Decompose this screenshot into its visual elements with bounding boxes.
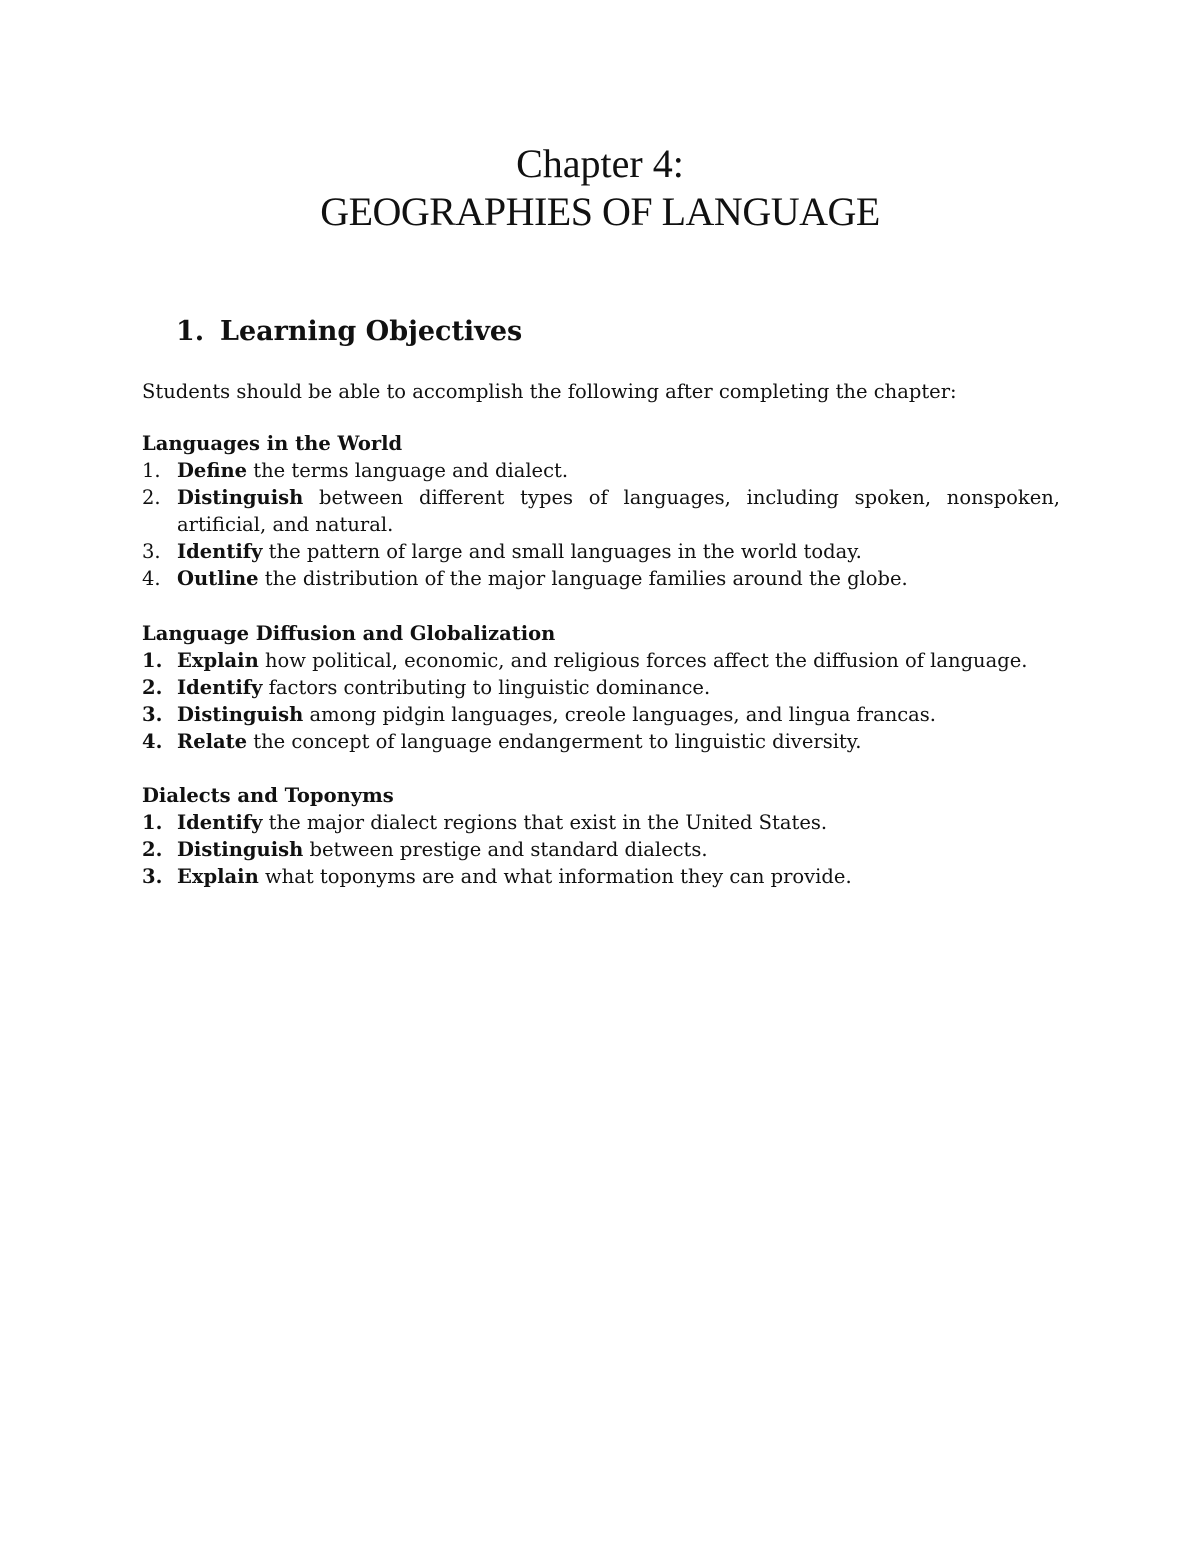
group-heading: Language Diffusion and Globalization xyxy=(142,622,556,645)
item-text: among pidgin languages, creole languages, and lingua francas. xyxy=(303,703,937,726)
list-marker: 3. xyxy=(142,865,163,888)
objectives-group-languages-in-the-world xyxy=(142,430,1060,592)
objectives-group-dialects-and-toponyms xyxy=(142,782,1060,890)
item-text: the terms language and dialect. xyxy=(247,459,569,482)
list-marker: 3. xyxy=(142,703,163,726)
item-text: factors contributing to linguistic dominance. xyxy=(262,676,711,699)
list-item xyxy=(142,674,1060,701)
list-marker: 2. xyxy=(142,676,163,699)
action-verb: Relate xyxy=(177,730,248,753)
action-verb: Explain xyxy=(177,649,259,672)
item-text: the pattern of large and small languages in the world today. xyxy=(262,540,862,563)
intro-paragraph: Students should be able to accomplish the following after completing the chapter: xyxy=(142,380,957,403)
list-item xyxy=(142,647,1060,674)
objectives-list xyxy=(142,647,1060,755)
action-verb: Distinguish xyxy=(177,703,304,726)
list-marker: 4. xyxy=(142,730,163,753)
group-heading: Languages in the World xyxy=(142,432,403,455)
action-verb: Identify xyxy=(177,811,263,834)
item-text: what toponyms are and what information they can provide. xyxy=(258,865,852,888)
list-item xyxy=(142,484,1060,538)
list-marker: 1. xyxy=(142,459,161,482)
list-marker: 1. xyxy=(142,811,163,834)
item-text: the concept of language endangerment to linguistic diversity. xyxy=(247,730,862,753)
item-text: the distribution of the major language families around the globe. xyxy=(258,567,908,590)
chapter-title: GEOGRAPHIES OF LANGUAGE xyxy=(320,189,880,234)
group-heading: Dialects and Toponyms xyxy=(142,784,394,807)
item-text: the major dialect regions that exist in the United States. xyxy=(262,811,828,834)
list-item xyxy=(142,809,1060,836)
chapter-label: Chapter 4: xyxy=(516,141,684,186)
objectives-group-language-diffusion xyxy=(142,620,1060,755)
list-item xyxy=(142,565,1060,592)
section-number: 1. xyxy=(176,316,205,347)
action-verb: Identify xyxy=(177,540,263,563)
action-verb: Define xyxy=(177,459,248,482)
item-text: between different types of languages, including spoken, nonspoken, artificial, and natural. xyxy=(177,486,1060,536)
list-marker: 3. xyxy=(142,540,161,563)
action-verb: Distinguish xyxy=(177,838,304,861)
action-verb: Explain xyxy=(177,865,259,888)
section-heading xyxy=(176,312,522,352)
item-text: how political, economic, and religious forces affect the diffusion of language. xyxy=(258,649,1028,672)
list-marker: 2. xyxy=(142,838,163,861)
action-verb: Identify xyxy=(177,676,263,699)
list-item xyxy=(142,701,1060,728)
list-item xyxy=(142,538,1060,565)
action-verb: Distinguish xyxy=(177,486,304,509)
objectives-list xyxy=(142,457,1060,592)
list-item xyxy=(142,836,1060,863)
list-item xyxy=(142,863,1060,890)
action-verb: Outline xyxy=(177,567,259,590)
list-marker: 2. xyxy=(142,486,161,509)
list-marker: 4. xyxy=(142,567,161,590)
title-block xyxy=(0,140,1200,236)
list-item xyxy=(142,728,1060,755)
list-item xyxy=(142,457,1060,484)
objectives-list xyxy=(142,809,1060,890)
list-marker: 1. xyxy=(142,649,163,672)
section-title: Learning Objectives xyxy=(220,316,523,347)
item-text: between prestige and standard dialects. xyxy=(303,838,708,861)
